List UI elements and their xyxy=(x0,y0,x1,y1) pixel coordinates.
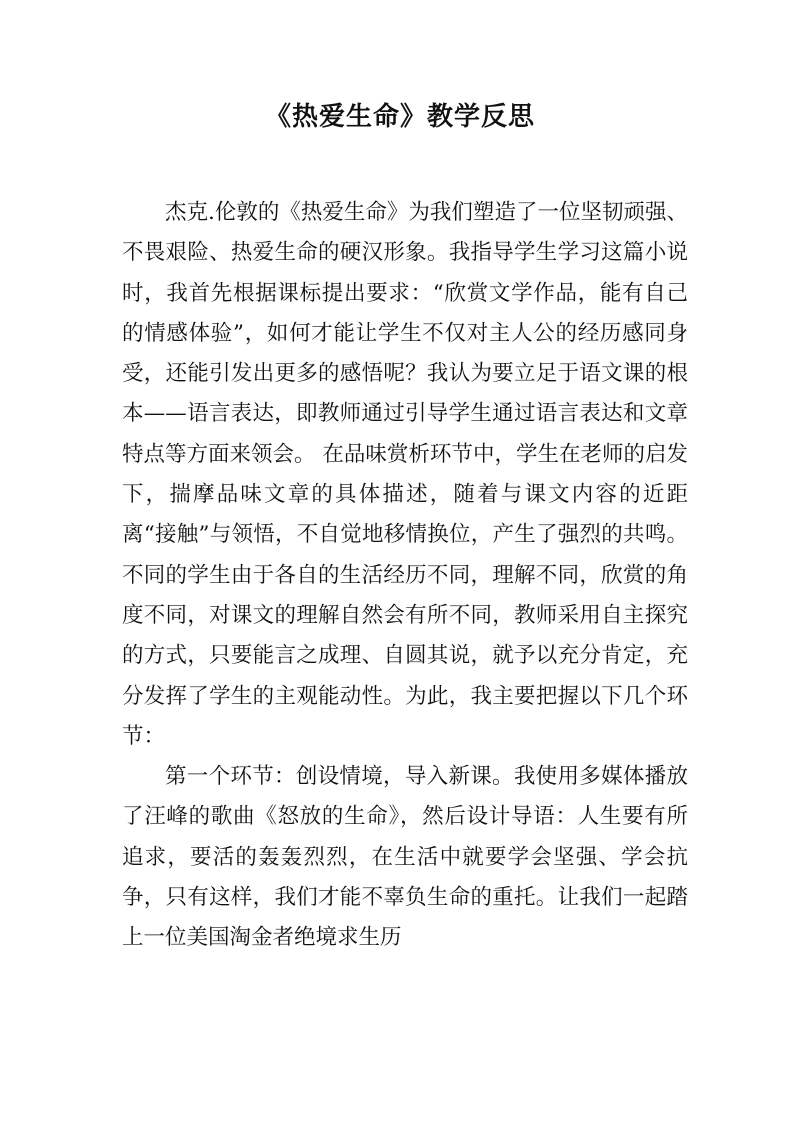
document-title: 《热爱生命》教学反思 xyxy=(264,102,535,132)
document-body xyxy=(122,193,688,959)
paragraph-first-step: 第一个环节：创设情境，导入新课。我使用多媒体播放了汪峰的歌曲《怒放的生命》，然后设计导语：人生要有所追求，要活的轰轰烈烈，在生活中就要学会坚强、学会抗争，只有这样，我们才能不辜负生命的重托。让我们一起踏上一位美国淘金者绝境求生历 xyxy=(122,764,688,951)
paragraph-intro: 杰克.伦敦的《热爱生命》为我们塑造了一位坚韧顽强、不畏艰险、热爱生命的硬汉形象。我指导学生学习这篇小说时，我首先根据课标提出要求：“欣赏文学作品，能有自己的情感体验”，如何才能让学生不仅对主人公的经历感同身受，还能引发出更多的感悟呢？我认为要立足于语文课的根本——语言表达，即教师通过引导学生通过语言表达和文章特点等方面来领会。 在品味赏析环节中，学生在老师的启发下，揣摩品味文章的具体描述，随着与课文内容的近距离“接触”与领悟，不自觉地移情换位，产生了强烈的共鸣。不同的学生由于各自的生活经历不同，理解不同，欣赏的角度不同，对课文的理解自然会有所不同，教师采用自主探究的方式，只要能言之成理、自圆其说，就予以充分肯定，充分发挥了学生的主观能动性。为此，我主要把握以下几个环节： xyxy=(122,200,688,749)
